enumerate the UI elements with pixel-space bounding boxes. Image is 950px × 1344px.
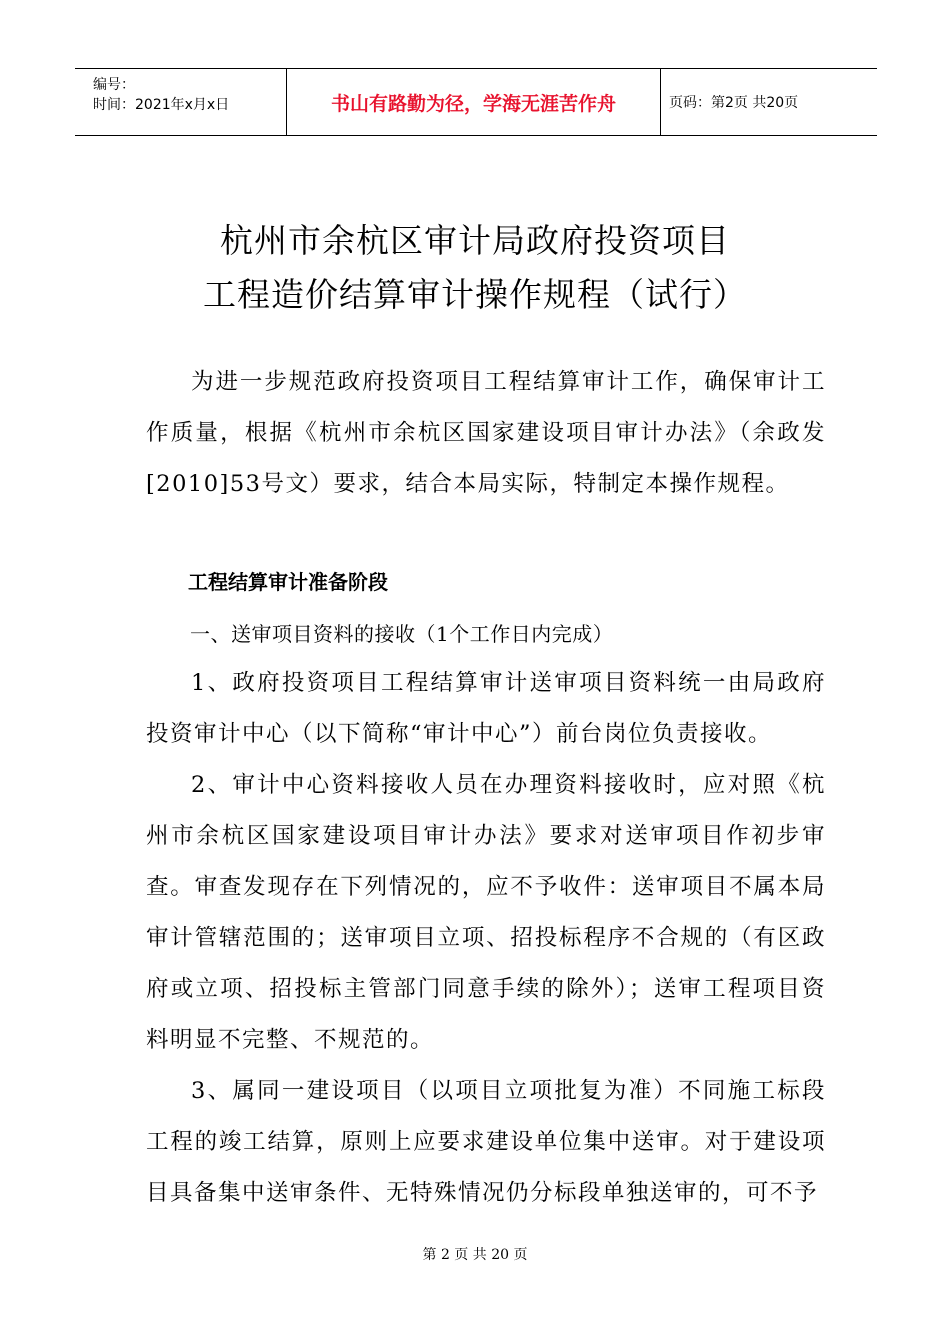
document-title	[0, 214, 950, 322]
paragraph-1: 1、政府投资项目工程结算审计送审项目资料统一由局政府投资审计中心（以下简称“审计中心”）前台岗位负责接收。	[146, 670, 826, 747]
header-meta-cell	[75, 69, 287, 135]
header-motto: 书山有路勤为径，学海无涯苦作舟	[287, 69, 661, 135]
page-header	[75, 68, 877, 136]
title-line-1: 杭州市余杭区审计局政府投资项目	[220, 221, 730, 260]
header-page-info: 页码：第2页 共20页	[669, 95, 799, 111]
time-label: 时间：2021年x月x日	[93, 97, 230, 113]
sub-heading: 一、送审项目资料的接收（1个工作日内完成）	[190, 622, 614, 646]
number-label: 编号：	[93, 77, 135, 93]
paragraph-3: 3、属同一建设项目（以项目立项批复为准）不同施工标段工程的竣工结算，原则上应要求建设单位集中送审。对于建设项目具备集中送审条件、无特殊情况仍分标段单独送审的，可不予	[146, 1078, 826, 1206]
title-line-2: 工程造价结算审计操作规程（试行）	[203, 275, 747, 314]
page-footer: 第 2 页 共 20 页	[422, 1247, 528, 1263]
paragraph-2: 2、审计中心资料接收人员在办理资料接收时，应对照《杭州市余杭区国家建设项目审计办法》要求对送审项目作初步审查。审查发现存在下列情况的，应不予收件：送审项目不属本局审计管辖范围的；送审项目立项、招投标程序不合规的（有区政府或立项、招投标主管部门同意手续的除外）；送审工程项目资料明显不完整、不规范的。	[146, 772, 826, 1053]
section-heading: 工程结算审计准备阶段	[188, 570, 388, 594]
intro-paragraph: 为进一步规范政府投资项目工程结算审计工作，确保审计工作质量，根据《杭州市余杭区国家建设项目审计办法》（余政发[2010]53号文）要求，结合本局实际，特制定本操作规程。	[146, 369, 826, 497]
